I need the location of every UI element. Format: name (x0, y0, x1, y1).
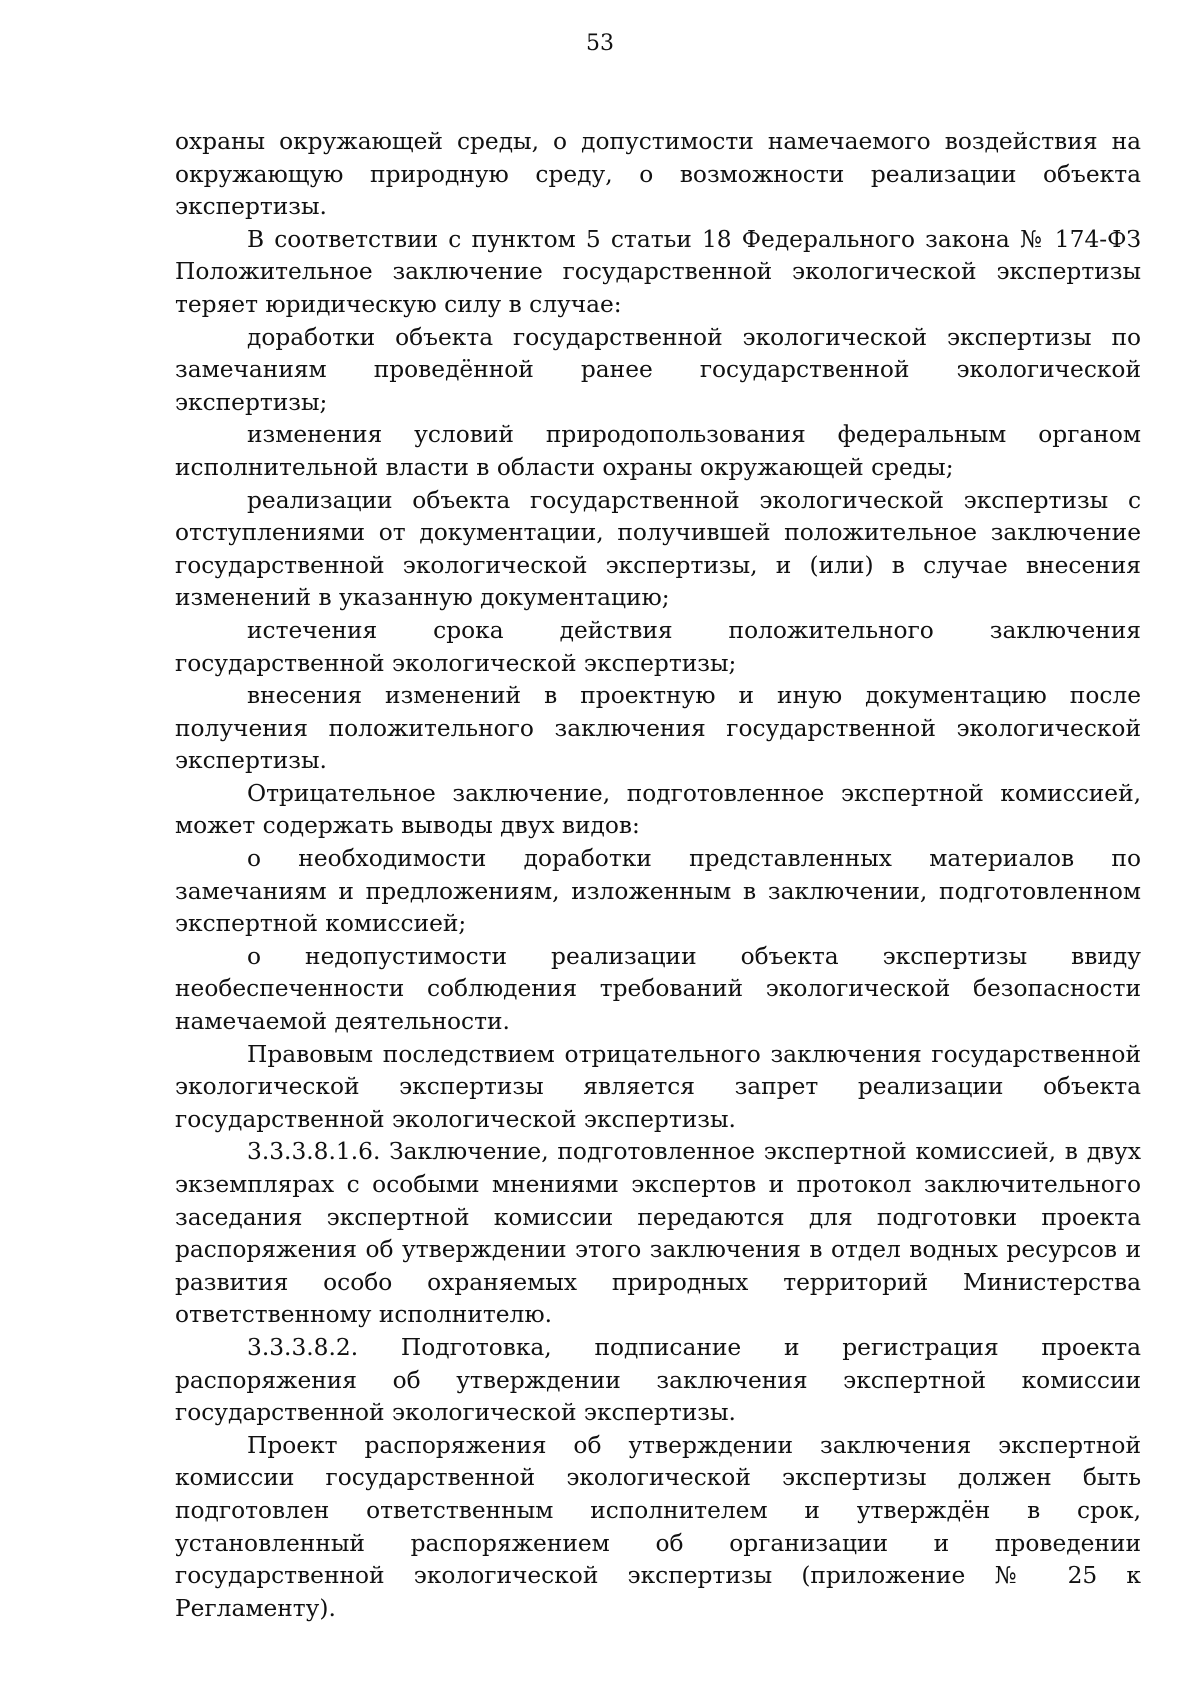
list-item-expiry: истечения срока действия положительного заключения государственной экологической экспертизы; (175, 616, 1141, 677)
section-3-3-3-8-2: 3.3.3.8.2. Подготовка, подписание и регистрация проекта распоряжения об утверждении заключения экспертной комиссии государственной экологической экспертизы. (175, 1333, 1141, 1427)
page-number: 53 (586, 31, 614, 56)
paragraph-draft-order: Проект распоряжения об утверждении заключения экспертной комиссии государственной экологической экспертизы должен быть подготовлен ответственным исполнителем и утверждён в срок, установленный распоряжением об организации и проведении государственной экологической экспертизы (приложение № 25 к Регламенту). (175, 1431, 1141, 1622)
section-3-3-3-8-1-6: 3.3.3.8.1.6. Заключение, подготовленное экспертной комиссией, в двух экземплярах с особыми мнениями экспертов и протокол заключительного заседания экспертной комиссии передаются для подготовки проекта распоряжения об утверждении этого заключения в отдел водных ресурсов и развития особо охраняемых природных территорий Министерства ответственному исполнителю. (175, 1138, 1141, 1329)
list-item-rework: доработки объекта государственной экологической экспертизы по замечаниям проведённой ранее государственной экологической экспертизы; (175, 323, 1141, 416)
paragraph-1: охраны окружающей среды, о допустимости намечаемого воздействия на окружающую природную среду, о возможности реализации объекта экспертизы. (175, 128, 1141, 221)
paragraph-negative-conclusion: Отрицательное заключение, подготовленное экспертной комиссией, может содержать выводы двух видов: (175, 779, 1141, 840)
list-item-inadmissibility: о недопустимости реализации объекта экспертизы ввиду необеспеченности соблюдения требований экологической безопасности намечаемой деятельности. (175, 942, 1141, 1036)
document-body (175, 126, 1141, 1625)
paragraph-2: В соответствии с пунктом 5 статьи 18 Федерального закона № 174-ФЗ Положительное заключение государственной экологической экспертизы теряет юридическую силу в случае: (175, 225, 1141, 318)
paragraph-legal-consequence: Правовым последствием отрицательного заключения государственной экологической экспертизы является запрет реализации объекта государственной экологической экспертизы. (175, 1040, 1141, 1133)
list-item-changes-after: внесения изменений в проектную и иную документацию после получения положительного заключения государственной экологической экспертизы. (175, 682, 1141, 775)
list-item-rework-needed: о необходимости доработки представленных материалов по замечаниям и предложениям, изложенным в заключении, подготовленном экспертной комиссией; (175, 845, 1141, 938)
list-item-deviations: реализации объекта государственной экологической экспертизы с отступлениями от документации, получившей положительное заключение государственной экологической экспертизы, и (или) в случае внесения изменений в указанную документацию; (175, 486, 1141, 612)
list-item-conditions-change: изменения условий природопользования федеральным органом исполнительной власти в области охраны окружающей среды; (175, 421, 1141, 481)
